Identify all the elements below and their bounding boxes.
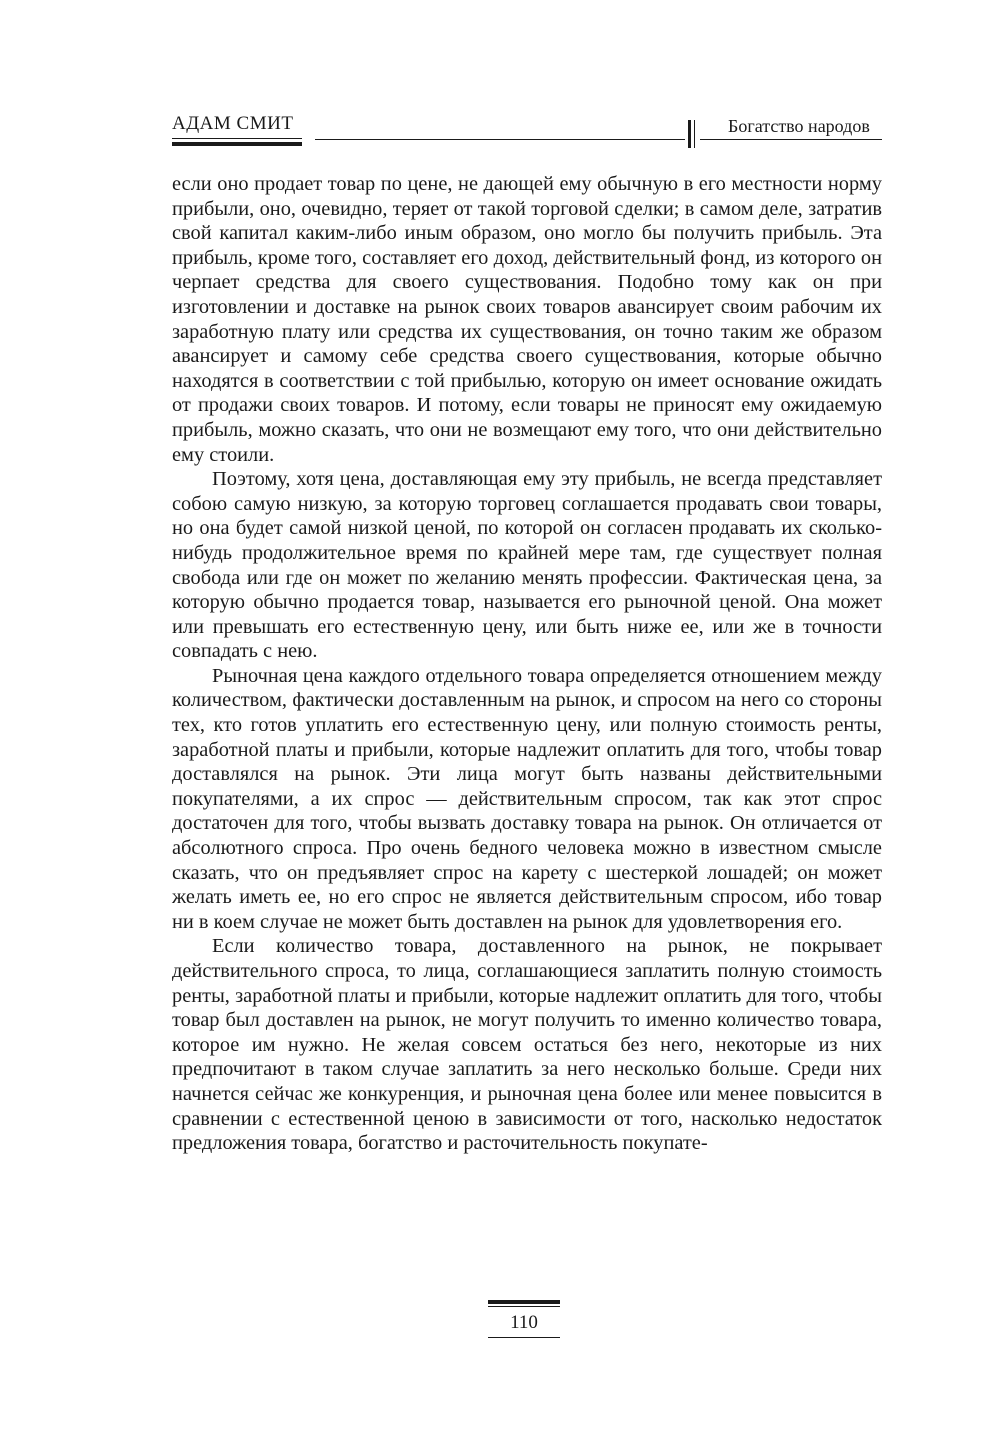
- footer-rule-thick: [488, 1300, 560, 1304]
- body-text: [172, 172, 882, 1156]
- header-rule-right: [700, 139, 882, 140]
- header-rule-left-top: [172, 138, 302, 139]
- paragraph-2: Поэтому, хотя цена, доставляющая ему эту прибыль, не всегда представляет собою самую низкую, за которую торговец соглашается продавать свои товары, но она будет самой низкой ценой, по которой он согласен продавать их сколько-нибудь продолжительное время по крайней мере там, где существует полная свобода или где он может по желанию менять профессии. Фактическая цена, за которую обычно продается товар, называется его рыночной ценой. Она может или превышать его естественную цену, или быть ниже ее, или же в точности совпадать с нею.: [172, 468, 882, 663]
- paragraph-1: если оно продает товар по цене, не дающей ему обычную в его местности норму прибыли, оно, очевидно, теряет от такой торговой сделки; в самом деле, затратив свой капитал каким-либо иным образом, оно могло бы получить прибыль. Эта прибыль, кроме того, составляет его доход, действительный фонд, из которого он черпает средства для своего существования. Подобно тому как он при изготовлении и доставке на рынок своих товаров авансирует своим рабочим их заработную плату или средства их существования, он точно таким же образом авансирует и самому себе средства своего существования, которые обычно находятся в соответствии с той прибылью, которую он имеет основание ожидать от продажи своих товаров. И потому, если товары не приносят ему ожидаемую прибыль, можно сказать, что они не возмещают ему того, что они действительно ему стоили.: [172, 173, 882, 466]
- header-rule-divider-thick: [688, 120, 691, 148]
- running-head-title: Богатство народов: [728, 116, 870, 136]
- footer-rule-bottom: [488, 1337, 560, 1338]
- header-rule-left-bottom: [172, 142, 302, 146]
- paragraph-3: Рыночная цена каждого отдельного товара определяется отношением между количеством, фактически доставленным на рынок, и спросом на него со стороны тех, кто готов уплатить его естественную цену, или полную стоимость ренты, заработной платы и прибыли, которые надлежит оплатить для того, чтобы товар доставлялся на рынок. Эти лица могут быть названы действительными покупателями, а их спрос — действительным спросом, так как этот спрос достаточен для того, чтобы вызвать доставку товара на рынок. Он отличается от абсолютного спроса. Про очень бедного человека можно в известном смысле сказать, что он предъявляет спрос на карету с шестеркой лошадей; он может желать иметь ее, но его спрос не является действительным спросом, ибо товар ни в коем случае не может быть доставлен на рынок для удовлетворения его.: [172, 664, 882, 933]
- running-head-author: АДАМ СМИТ: [172, 113, 294, 134]
- header-rule-center: [315, 139, 685, 140]
- paragraph-4: Если количество товара, доставленного на рынок, не покрывает действительного спроса, то лица, соглашающиеся заплатить полную стоимость ренты, заработной платы и прибыли, которые надлежит оплатить для того, чтобы товар был доставлен на рынок, не могут получить то именно количество товара, которое им нужно. Не желая совсем остаться без него, некоторые из них предпочитают в таком случае заплатить за него несколько больше. Среди них начнется сейчас же конкуренция, и рыночная цена более или менее повысится в сравнении с естественной ценою в зависимости от того, насколько недостаток предложения товара, богатство и расточительность покупате-: [172, 935, 882, 1155]
- page-number: 110: [510, 1312, 538, 1333]
- footer-rule-thin: [488, 1306, 560, 1307]
- header-rule-divider-thin: [694, 120, 695, 148]
